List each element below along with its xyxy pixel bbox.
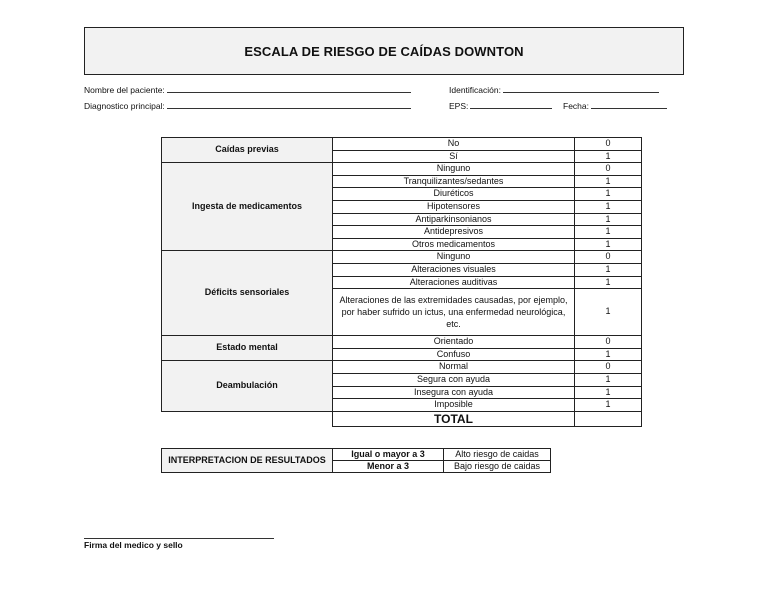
category-cell: Estado mental (162, 336, 333, 361)
eps-label: EPS: (449, 101, 469, 111)
page-title: ESCALA DE RIESGO DE CAÍDAS DOWNTON (244, 43, 524, 59)
score-cell: 0 (575, 138, 642, 151)
eps-field[interactable] (449, 100, 552, 111)
signature-label: Firma del medico y sello (84, 540, 183, 550)
score-cell: 1 (575, 200, 642, 213)
score-cell: 0 (575, 251, 642, 264)
downton-scale-table (161, 137, 642, 427)
option-cell: Insegura con ayuda (333, 386, 575, 399)
category-cell: Déficits sensoriales (162, 251, 333, 336)
score-cell: 1 (575, 213, 642, 226)
score-cell: 1 (575, 348, 642, 361)
option-cell: Alteraciones auditivas (333, 276, 575, 289)
identification-field[interactable] (449, 84, 659, 95)
score-cell: 1 (575, 175, 642, 188)
category-cell: Deambulación (162, 361, 333, 411)
date-label: Fecha: (563, 101, 589, 111)
score-cell: 1 (575, 386, 642, 399)
option-cell: Ninguno (333, 163, 575, 176)
option-cell: Otros medicamentos (333, 238, 575, 251)
option-cell: Alteraciones visuales (333, 263, 575, 276)
interpretation-table (161, 448, 551, 473)
option-cell: Alteraciones de las extremidades causadas, por ejemplo, por haber sufrido un ictus, una enfermedad neurológica, etc. (333, 289, 575, 336)
option-cell: Confuso (333, 348, 575, 361)
score-cell: 0 (575, 361, 642, 374)
score-cell: 1 (575, 150, 642, 163)
option-cell: Imposible (333, 399, 575, 412)
option-cell: Antiparkinsonianos (333, 213, 575, 226)
score-cell: 1 (575, 373, 642, 386)
interpretation-heading: INTERPRETACION DE RESULTADOS (162, 449, 333, 473)
total-score-input[interactable] (575, 411, 642, 426)
title-box (84, 27, 684, 75)
eps-line[interactable] (470, 100, 552, 109)
total-label: TOTAL (333, 411, 575, 426)
option-cell: Sí (333, 150, 575, 163)
threshold-cell: Menor a 3 (333, 461, 444, 473)
score-cell: 1 (575, 238, 642, 251)
category-cell: Ingesta de medicamentos (162, 163, 333, 251)
patient-name-field[interactable] (84, 84, 411, 95)
option-cell: Tranquilizantes/sedantes (333, 175, 575, 188)
option-cell: Orientado (333, 336, 575, 349)
risk-cell: Bajo riesgo de caidas (444, 461, 551, 473)
table-row (162, 336, 642, 349)
score-cell: 0 (575, 163, 642, 176)
option-cell: Diuréticos (333, 188, 575, 201)
blank-cell (162, 411, 333, 426)
diagnosis-line[interactable] (167, 100, 411, 109)
table-row (162, 361, 642, 374)
score-cell: 1 (575, 263, 642, 276)
score-cell: 1 (575, 399, 642, 412)
table-row (162, 163, 642, 176)
score-cell: 0 (575, 336, 642, 349)
score-cell: 1 (575, 276, 642, 289)
signature-line[interactable] (84, 538, 274, 539)
option-cell: Antidepresivos (333, 226, 575, 239)
diagnosis-field[interactable] (84, 100, 411, 111)
date-line[interactable] (591, 100, 667, 109)
total-row (162, 411, 642, 426)
option-cell: No (333, 138, 575, 151)
threshold-cell: Igual o mayor a 3 (333, 449, 444, 461)
option-cell: Ninguno (333, 251, 575, 264)
diagnosis-label: Diagnostico principal: (84, 101, 165, 111)
table-row (162, 251, 642, 264)
date-field[interactable] (563, 100, 667, 111)
option-cell: Normal (333, 361, 575, 374)
identification-line[interactable] (503, 84, 659, 93)
category-cell: Caídas previas (162, 138, 333, 163)
table-row (162, 138, 642, 151)
identification-label: Identificación: (449, 85, 501, 95)
option-cell: Hipotensores (333, 200, 575, 213)
patient-name-label: Nombre del paciente: (84, 85, 165, 95)
patient-name-line[interactable] (167, 84, 411, 93)
table-row (162, 449, 551, 461)
option-cell: Segura con ayuda (333, 373, 575, 386)
score-cell: 1 (575, 289, 642, 336)
score-cell: 1 (575, 188, 642, 201)
risk-cell: Alto riesgo de caidas (444, 449, 551, 461)
score-cell: 1 (575, 226, 642, 239)
